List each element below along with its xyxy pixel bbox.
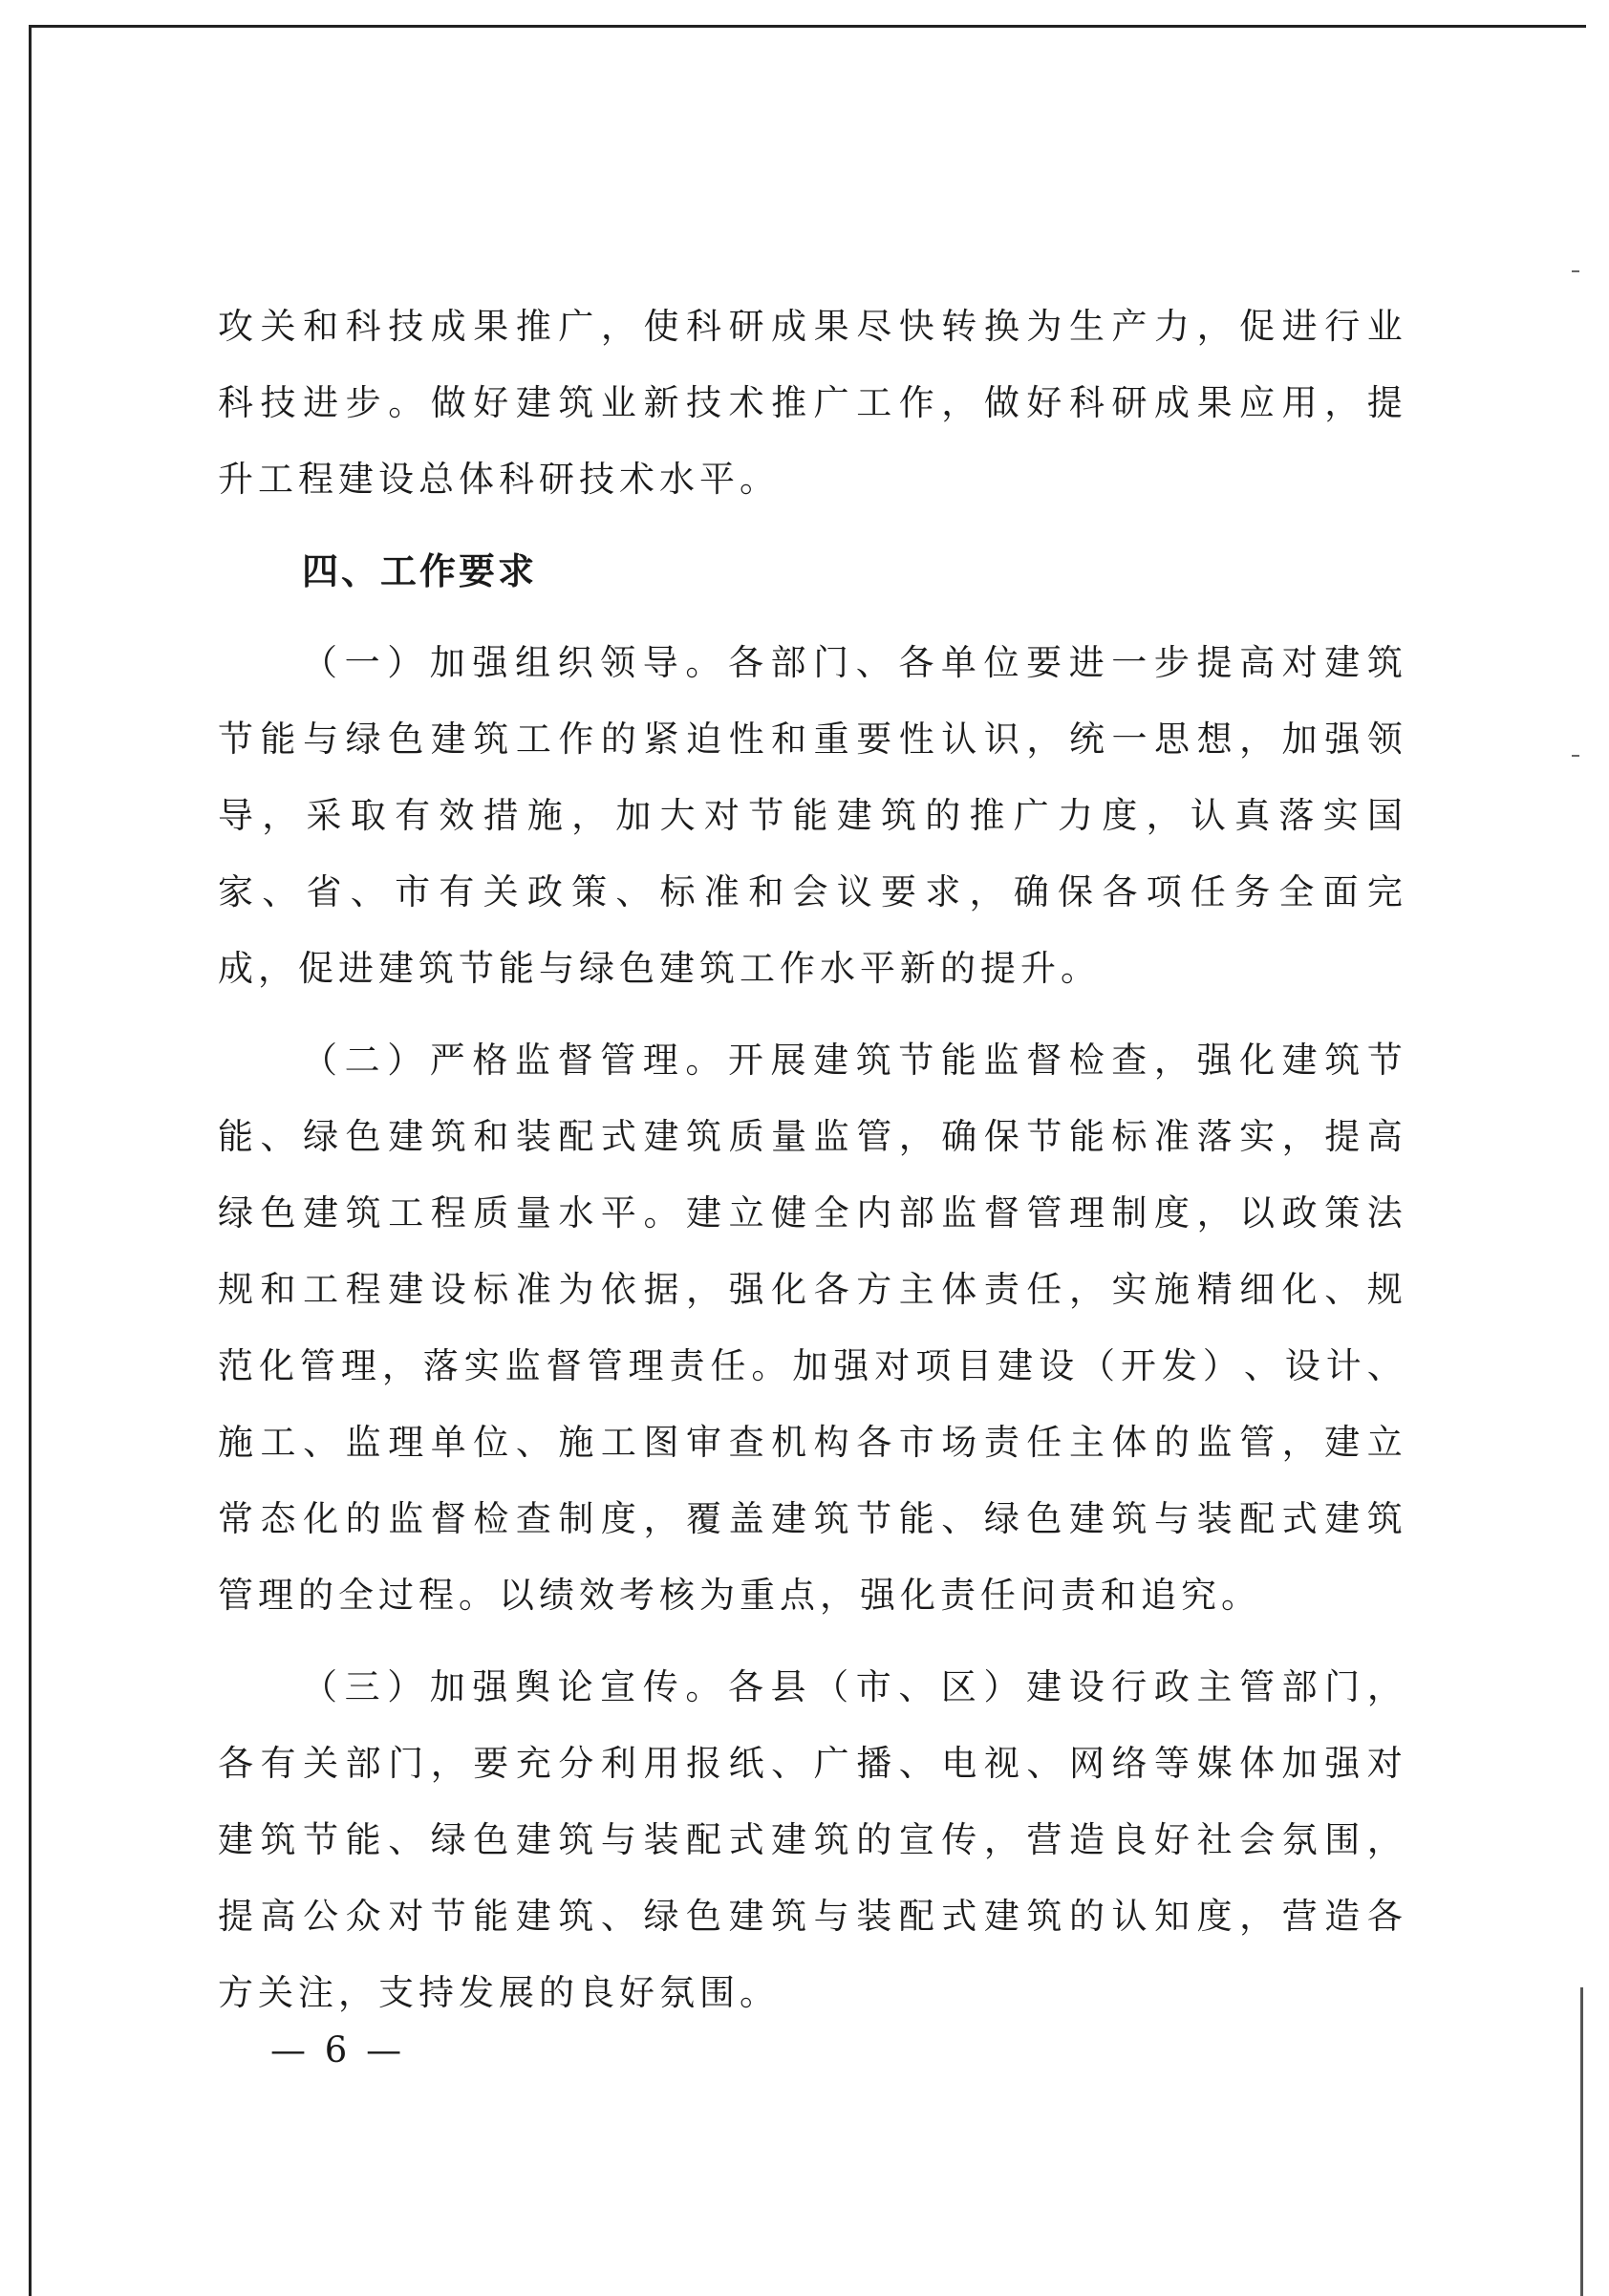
paragraph-item-1 (218, 625, 1403, 1007)
text-line: 规 和 工 程 建 设 标 准 为 依 据 ， 强 化 各 方 主 体 责 任 ， 实 施 精 细 化 、 规 (218, 1269, 1403, 1310)
text-line: （ 三 ） 加 强 舆 论 宣 传 。 各 县 （ 市 、 区 ） 建 设 行 政 主 管 部 门 ， (302, 1666, 1403, 1707)
scan-artifact-mark (1572, 270, 1579, 272)
text-line: 施 工 、 监 理 单 位 、 施 工 图 审 查 机 构 各 市 场 责 任 主 体 的 监 管 ， 建 立 (218, 1422, 1403, 1463)
text-line: 科 技 进 步 。 做 好 建 筑 业 新 技 术 推 广 工 作 ， 做 好 科 研 成 果 应 用 ， 提 (218, 382, 1403, 423)
paragraph-item-3 (218, 1649, 1403, 2031)
paragraph-continuation (218, 289, 1403, 518)
text-line: （ 一 ） 加 强 组 织 领 导 。 各 部 门 、 各 单 位 要 进 一 步 提 高 对 建 筑 (302, 642, 1403, 683)
text-line: 方关注，支持发展的良好氛围。 (218, 1972, 780, 2013)
text-line: 范 化 管 理 ， 落 实 监 督 管 理 责 任 。 加 强 对 项 目 建 设 （ 开 发 ） 、 设 计 、 (218, 1345, 1403, 1386)
text-line: 攻 关 和 科 技 成 果 推 广 ， 使 科 研 成 果 尽 快 转 换 为 生 产 力 ， 促 进 行 业 (218, 306, 1403, 347)
page-number: — 6 — (270, 2029, 406, 2071)
text-line: 家 、 省 、 市 有 关 政 策 、 标 准 和 会 议 要 求 ， 确 保 各 项 任 务 全 面 完 (218, 871, 1403, 912)
scan-border-left (29, 25, 32, 2296)
text-line: 升工程建设总体科研技术水平。 (218, 459, 780, 500)
scan-border-right (1580, 1987, 1583, 2296)
paragraph-gap (218, 1634, 1403, 1649)
text-line: 建 筑 节 能 、 绿 色 建 筑 与 装 配 式 建 筑 的 宣 传 ， 营 造 良 好 社 会 氛 围 ， (218, 1819, 1403, 1860)
paragraph-gap (218, 1007, 1403, 1022)
paragraph-item-2 (218, 1022, 1403, 1634)
text-line: 常 态 化 的 监 督 检 查 制 度 ， 覆 盖 建 筑 节 能 、 绿 色 建 筑 与 装 配 式 建 筑 (218, 1498, 1403, 1539)
text-line: 成，促进建筑节能与绿色建筑工作水平新的提升。 (218, 948, 1101, 989)
paragraph-gap (218, 518, 1403, 533)
text-line: 绿 色 建 筑 工 程 质 量 水 平 。 建 立 健 全 内 部 监 督 管 理 制 度 ， 以 政 策 法 (218, 1192, 1403, 1234)
text-line: 导 ， 采 取 有 效 措 施 ， 加 大 对 节 能 建 筑 的 推 广 力 度 ， 认 真 落 实 国 (218, 795, 1403, 836)
text-line: 能 、 绿 色 建 筑 和 装 配 式 建 筑 质 量 监 管 ， 确 保 节 能 标 准 落 实 ， 提 高 (218, 1116, 1403, 1157)
paragraph-gap (218, 610, 1403, 625)
section-heading: 四、工作要求 (302, 550, 538, 592)
text-line: 管理的全过程。以绩效考核为重点，强化责任问责和追究。 (218, 1575, 1261, 1616)
scan-artifact-mark (1572, 755, 1579, 757)
document-body (218, 289, 1403, 2031)
text-line: 提 高 公 众 对 节 能 建 筑 、 绿 色 建 筑 与 装 配 式 建 筑 的 认 知 度 ， 营 造 各 (218, 1896, 1403, 1937)
text-line: （ 二 ） 严 格 监 督 管 理 。 开 展 建 筑 节 能 监 督 检 查 ， 强 化 建 筑 节 (302, 1040, 1403, 1081)
text-line: 各 有 关 部 门 ， 要 充 分 利 用 报 纸 、 广 播 、 电 视 、 网 络 等 媒 体 加 强 对 (218, 1743, 1403, 1784)
scan-border-top (29, 25, 1586, 28)
text-line: 节 能 与 绿 色 建 筑 工 作 的 紧 迫 性 和 重 要 性 认 识 ， 统 一 思 想 ， 加 强 领 (218, 719, 1403, 760)
